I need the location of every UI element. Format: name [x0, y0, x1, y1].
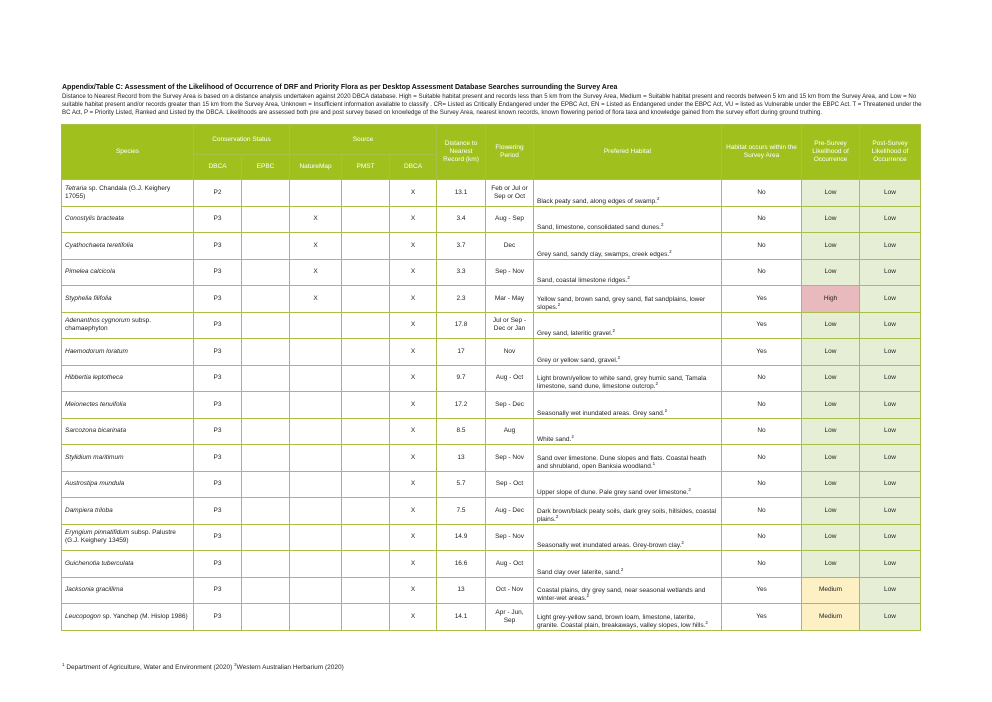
post-survey-likelihood: Low — [860, 286, 921, 313]
pmst-cell — [342, 471, 390, 498]
naturemap-cell — [290, 577, 342, 604]
header-distance: Distance to Nearest Record (km) — [437, 125, 486, 180]
footnote-ref-2: 2 — [234, 661, 237, 667]
species-name: Leucopogon — [65, 612, 101, 620]
species-cell — [62, 312, 194, 339]
habitat-reference: 2 — [669, 248, 672, 254]
species-cell — [62, 206, 194, 233]
habitat-reference: 2 — [627, 274, 630, 280]
dbca-status-cell: P3 — [194, 286, 242, 313]
epbc-cell — [242, 418, 290, 445]
pre-survey-likelihood: Low — [802, 498, 860, 525]
species-qualifier: subsp. Palustre (G.J. Keighery 13459) — [65, 529, 176, 545]
habitat-occurs-cell: No — [722, 524, 802, 551]
habitat-occurs-cell: No — [722, 418, 802, 445]
epbc-cell — [242, 339, 290, 366]
dbca-source-cell: X — [390, 524, 437, 551]
epbc-cell — [242, 445, 290, 472]
table-row — [62, 339, 921, 366]
flowering-cell: Dec — [486, 233, 534, 260]
distance-cell: 9.7 — [437, 365, 486, 392]
species-name: Conostylis bracteata — [65, 215, 124, 223]
dbca-status-cell: P3 — [194, 365, 242, 392]
flowering-cell: Sep - Oct — [486, 471, 534, 498]
habitat-occurs-cell: No — [722, 233, 802, 260]
dbca-status-cell: P3 — [194, 206, 242, 233]
pmst-cell — [342, 312, 390, 339]
habitat-reference: 2 — [617, 354, 621, 360]
naturemap-cell: X — [290, 286, 342, 313]
naturemap-cell — [290, 445, 342, 472]
distance-cell: 5.7 — [437, 471, 486, 498]
distance-cell: 8.5 — [437, 418, 486, 445]
flora-likelihood-table — [61, 124, 921, 631]
habitat-text: Grey sand, lateritic gravel. — [537, 330, 613, 337]
dbca-status-cell: P3 — [194, 339, 242, 366]
species-cell — [62, 339, 194, 366]
naturemap-cell — [290, 498, 342, 525]
dbca-status-cell: P3 — [194, 445, 242, 472]
species-qualifier: subsp. chamaephyton — [65, 317, 152, 333]
post-survey-likelihood: Low — [860, 551, 921, 578]
habitat-reference: 2 — [688, 486, 691, 492]
pre-survey-likelihood: Low — [802, 259, 860, 286]
distance-cell: 2.3 — [437, 286, 486, 313]
dbca-status-cell: P3 — [194, 259, 242, 286]
flowering-cell: Jul or Sep - Dec or Jan — [486, 312, 534, 339]
dbca-source-cell: X — [390, 259, 437, 286]
pmst-cell — [342, 524, 390, 551]
dbca-status-cell: P3 — [194, 418, 242, 445]
distance-cell: 3.7 — [437, 233, 486, 260]
distance-cell: 13.1 — [437, 180, 486, 207]
species-cell — [62, 418, 194, 445]
pmst-cell — [342, 392, 390, 419]
epbc-cell — [242, 286, 290, 313]
habitat-cell — [534, 445, 722, 472]
habitat-occurs-cell: Yes — [722, 312, 802, 339]
naturemap-cell — [290, 604, 342, 631]
pre-survey-likelihood: High — [802, 286, 860, 313]
header-conservation-status: Conservation Status — [194, 125, 290, 155]
species-cell — [62, 445, 194, 472]
pre-survey-likelihood: Low — [802, 206, 860, 233]
dbca-status-cell: P3 — [194, 551, 242, 578]
post-survey-likelihood: Low — [860, 604, 921, 631]
habitat-cell — [534, 339, 722, 366]
post-survey-likelihood: Low — [860, 498, 921, 525]
dbca-status-cell: P3 — [194, 233, 242, 260]
habitat-reference: 2 — [571, 433, 574, 439]
flowering-cell: Aug - Oct — [486, 365, 534, 392]
table-row — [62, 233, 921, 260]
pre-survey-likelihood: Low — [802, 445, 860, 472]
species-name: Haemodorum loratum — [65, 347, 128, 355]
habitat-reference: 2 — [655, 380, 659, 386]
epbc-cell — [242, 577, 290, 604]
species-cell — [62, 498, 194, 525]
naturemap-cell — [290, 180, 342, 207]
habitat-text: Seasonally wet inundated areas. Grey-brown clay. — [537, 542, 682, 549]
habitat-text: Upper slope of dune. Pale grey sand over limestone. — [537, 489, 689, 496]
table-body — [62, 180, 921, 631]
distance-cell: 14.9 — [437, 524, 486, 551]
pre-survey-likelihood: Low — [802, 471, 860, 498]
pre-survey-likelihood: Low — [802, 365, 860, 392]
pre-survey-likelihood: Low — [802, 418, 860, 445]
header-pmst: PMST — [342, 155, 390, 180]
dbca-source-cell: X — [390, 471, 437, 498]
pre-survey-likelihood: Low — [802, 339, 860, 366]
footnote-text-2: Western Australian Herbarium (2020) — [236, 664, 344, 671]
species-name: Meionectes tenuifolia — [65, 400, 127, 408]
dbca-source-cell: X — [390, 180, 437, 207]
habitat-reference: 2 — [681, 539, 684, 545]
dbca-status-cell: P3 — [194, 524, 242, 551]
dbca-status-cell: P3 — [194, 577, 242, 604]
flowering-cell: Aug - Dec — [486, 498, 534, 525]
naturemap-cell — [290, 312, 342, 339]
distance-cell: 3.3 — [437, 259, 486, 286]
habitat-reference: 2 — [664, 407, 668, 413]
naturemap-cell: X — [290, 259, 342, 286]
species-cell — [62, 392, 194, 419]
pre-survey-likelihood: Low — [802, 180, 860, 207]
table-row — [62, 471, 921, 498]
habitat-cell — [534, 604, 722, 631]
species-qualifier: sp. Yanchep (M. Hislop 1986) — [100, 612, 188, 620]
dbca-source-cell: X — [390, 365, 437, 392]
flowering-cell: Oct - Nov — [486, 577, 534, 604]
habitat-occurs-cell: No — [722, 365, 802, 392]
habitat-cell — [534, 577, 722, 604]
naturemap-cell — [290, 365, 342, 392]
habitat-reference: 2 — [620, 566, 624, 572]
species-name: Pimelea calcicola — [65, 268, 116, 276]
habitat-cell — [534, 206, 722, 233]
habitat-cell — [534, 418, 722, 445]
pmst-cell — [342, 259, 390, 286]
habitat-text: Coastal plains, dry grey sand, near seasonal wetlands and winter-wet areas. — [537, 587, 706, 602]
footnote-text-1: Department of Agriculture, Water and Environment (2020) — [64, 664, 235, 671]
habitat-text: Sand, coastal limestone ridges. — [537, 277, 628, 284]
dbca-status-cell: P3 — [194, 498, 242, 525]
table-row — [62, 206, 921, 233]
epbc-cell — [242, 365, 290, 392]
pmst-cell — [342, 180, 390, 207]
epbc-cell — [242, 233, 290, 260]
distance-cell: 17 — [437, 339, 486, 366]
epbc-cell — [242, 206, 290, 233]
habitat-reference: 2 — [557, 301, 561, 307]
naturemap-cell — [290, 524, 342, 551]
dbca-source-cell: X — [390, 233, 437, 260]
header-post-survey: Post-Survey Likelihood of Occurrence — [860, 125, 921, 180]
species-name: Guichenotia tuberculata — [65, 559, 134, 567]
epbc-cell — [242, 604, 290, 631]
pmst-cell — [342, 206, 390, 233]
habitat-cell — [534, 471, 722, 498]
species-cell — [62, 180, 194, 207]
species-cell — [62, 524, 194, 551]
species-cell — [62, 233, 194, 260]
epbc-cell — [242, 312, 290, 339]
habitat-reference: 2 — [656, 195, 660, 201]
habitat-text: Seasonally wet inundated areas. Grey sand. — [537, 409, 665, 417]
table-row — [62, 392, 921, 419]
post-survey-likelihood: Low — [860, 233, 921, 260]
habitat-text: Grey sand, sandy clay, swamps, creek edges. — [537, 250, 670, 258]
flowering-cell: Sep - Nov — [486, 524, 534, 551]
pre-survey-likelihood: Medium — [802, 577, 860, 604]
habitat-cell — [534, 180, 722, 207]
habitat-reference: 2 — [705, 619, 708, 625]
habitat-cell — [534, 498, 722, 525]
species-name: Sarcozona bicarinata — [65, 427, 127, 435]
pre-survey-likelihood: Low — [802, 312, 860, 339]
flowering-cell: Aug - Oct — [486, 551, 534, 578]
post-survey-likelihood: Low — [860, 312, 921, 339]
epbc-cell — [242, 498, 290, 525]
flowering-cell: Aug — [486, 418, 534, 445]
habitat-occurs-cell: No — [722, 180, 802, 207]
habitat-reference: 2 — [555, 513, 559, 519]
post-survey-likelihood: Low — [860, 365, 921, 392]
table-row — [62, 551, 921, 578]
table-title: Appendix/Table C: Assessment of the Likelihood of Occurrence of DRF and Priority Flora as per Desktop Assessment Database Searches surrounding the Survey Area — [62, 84, 618, 91]
species-name: Austrostipa mundula — [65, 480, 125, 488]
epbc-cell — [242, 180, 290, 207]
footnote — [62, 661, 344, 671]
flowering-cell: Mar - May — [486, 286, 534, 313]
header-dbca-status: DBCA — [194, 155, 242, 180]
distance-cell: 13 — [437, 577, 486, 604]
habitat-text: Light brown/yellow to white sand, grey humic sand, Tamala limestone, sand dune, limestone outcrop. — [537, 375, 707, 390]
habitat-occurs-cell: No — [722, 259, 802, 286]
habitat-cell — [534, 392, 722, 419]
species-name: Adenanthos cygnorum — [65, 317, 131, 325]
habitat-reference: 2 — [586, 592, 590, 598]
post-survey-likelihood: Low — [860, 445, 921, 472]
flowering-cell: Sep - Nov — [486, 259, 534, 286]
header-source: Source — [290, 125, 437, 155]
dbca-source-cell: X — [390, 392, 437, 419]
pmst-cell — [342, 233, 390, 260]
habitat-occurs-cell: Yes — [722, 577, 802, 604]
species-name: Eryngium pinnatifidum — [65, 529, 130, 537]
post-survey-likelihood: Low — [860, 339, 921, 366]
habitat-text: Sand, limestone, consolidated sand dunes. — [537, 224, 661, 231]
habitat-reference: 2 — [660, 221, 664, 227]
table-description: Distance to Nearest Record from the Survey Area is based on a distance analysis undertaken against 2020 DBCA database. High = Suitable habitat present and records less than 5 km from the Survey Area, Medium = Suitable habitat present and records between 5 km and 15 km from the Survey Area, and Low = No suitable habitat present and/or records greater than 15 km from the Survey Area, Unknown = Insufficient information available to classify . CR= Listed as Critically Endangered under the EPBC Act, EN = Listed as Endangered under the EBPC Act, VU = listed as Vulnerable under the EBPC Act. T = Threatened under the BC Act, P = Priority Listed, Ranked and Listed by the DBCA. Likelihoods are assessed both pre and post survey based on knowledge of the Survey Area, nearest known records, known flowering period of flora taxa and knowledge gained from the survey effort during ground truthing. — [62, 93, 922, 116]
flowering-cell: Sep - Nov — [486, 445, 534, 472]
species-qualifier: sp. Chandala (G.J. Keighery 17055) — [65, 184, 171, 200]
naturemap-cell: X — [290, 233, 342, 260]
naturemap-cell — [290, 551, 342, 578]
table-row — [62, 286, 921, 313]
table-row — [62, 498, 921, 525]
pmst-cell — [342, 286, 390, 313]
dbca-source-cell: X — [390, 312, 437, 339]
habitat-occurs-cell: No — [722, 445, 802, 472]
habitat-cell — [534, 233, 722, 260]
species-name: Stylidium maritimum — [65, 453, 124, 461]
epbc-cell — [242, 551, 290, 578]
dbca-source-cell: X — [390, 286, 437, 313]
naturemap-cell — [290, 418, 342, 445]
habitat-occurs-cell: No — [722, 206, 802, 233]
naturemap-cell — [290, 392, 342, 419]
habitat-reference: 1 — [652, 460, 656, 466]
habitat-cell — [534, 312, 722, 339]
header-habitat-occurs: Habitat occurs within the Survey Area — [722, 125, 802, 180]
pmst-cell — [342, 551, 390, 578]
species-cell — [62, 365, 194, 392]
distance-cell: 17.2 — [437, 392, 486, 419]
epbc-cell — [242, 259, 290, 286]
pre-survey-likelihood: Low — [802, 524, 860, 551]
post-survey-likelihood: Low — [860, 524, 921, 551]
flowering-cell: Nov — [486, 339, 534, 366]
distance-cell: 14.1 — [437, 604, 486, 631]
flowering-cell: Aug - Sep — [486, 206, 534, 233]
pmst-cell — [342, 498, 390, 525]
species-cell — [62, 286, 194, 313]
naturemap-cell — [290, 339, 342, 366]
habitat-cell — [534, 365, 722, 392]
dbca-status-cell: P3 — [194, 471, 242, 498]
dbca-source-cell: X — [390, 339, 437, 366]
pmst-cell — [342, 339, 390, 366]
habitat-text: Sand clay over laterite, sand. — [537, 568, 621, 576]
table-row — [62, 445, 921, 472]
post-survey-likelihood: Low — [860, 206, 921, 233]
post-survey-likelihood: Low — [860, 180, 921, 207]
habitat-cell — [534, 524, 722, 551]
naturemap-cell — [290, 471, 342, 498]
distance-cell: 7.5 — [437, 498, 486, 525]
post-survey-likelihood: Low — [860, 392, 921, 419]
header-flowering: Flowering Period — [486, 125, 534, 180]
habitat-occurs-cell: No — [722, 551, 802, 578]
habitat-text: Light grey-yellow sand, brown loam, limestone, laterite, granite. Coastal plain, breakaways, valley slopes, low hills. — [537, 613, 706, 629]
species-cell — [62, 259, 194, 286]
dbca-status-cell: P2 — [194, 180, 242, 207]
table-row — [62, 418, 921, 445]
species-name: Dampiera triloba — [65, 506, 113, 514]
species-cell — [62, 577, 194, 604]
pmst-cell — [342, 445, 390, 472]
epbc-cell — [242, 524, 290, 551]
dbca-status-cell: P3 — [194, 392, 242, 419]
distance-cell: 13 — [437, 445, 486, 472]
species-cell — [62, 471, 194, 498]
habitat-cell — [534, 551, 722, 578]
header-habitat: Prefered Habitat — [534, 125, 722, 180]
habitat-text: Yellow sand, brown sand, grey sand, flat sandplains, lower slopes. — [537, 295, 706, 311]
dbca-source-cell: X — [390, 577, 437, 604]
dbca-source-cell: X — [390, 498, 437, 525]
species-name: Styphelia filifolia — [65, 294, 112, 302]
distance-cell: 3.4 — [437, 206, 486, 233]
habitat-cell — [534, 259, 722, 286]
post-survey-likelihood: Low — [860, 418, 921, 445]
header-dbca-source: DBCA — [390, 155, 437, 180]
habitat-text: Sand over limestone. Dune slopes and flats. Coastal heath and shrubland, open Banksia woodland. — [537, 454, 707, 470]
table-row — [62, 604, 921, 631]
pre-survey-likelihood: Medium — [802, 604, 860, 631]
post-survey-likelihood: Low — [860, 577, 921, 604]
post-survey-likelihood: Low — [860, 259, 921, 286]
habitat-occurs-cell: No — [722, 471, 802, 498]
species-cell — [62, 604, 194, 631]
species-name: Cyathochaeta teretifolia — [65, 241, 134, 249]
dbca-source-cell: X — [390, 418, 437, 445]
dbca-source-cell: X — [390, 551, 437, 578]
pre-survey-likelihood: Low — [802, 551, 860, 578]
dbca-status-cell: P3 — [194, 604, 242, 631]
dbca-source-cell: X — [390, 206, 437, 233]
dbca-source-cell: X — [390, 604, 437, 631]
species-cell — [62, 551, 194, 578]
habitat-occurs-cell: Yes — [722, 286, 802, 313]
header-epbc: EPBC — [242, 155, 290, 180]
habitat-occurs-cell: Yes — [722, 604, 802, 631]
dbca-status-cell: P3 — [194, 312, 242, 339]
species-name: Jacksonia gracillima — [65, 586, 124, 594]
pmst-cell — [342, 418, 390, 445]
table-row — [62, 312, 921, 339]
flowering-cell: Sep - Dec — [486, 392, 534, 419]
habitat-text: Dark brown/black peaty soils, dark grey soils, hillsides, coastal plains. — [537, 507, 717, 523]
flowering-cell: Feb or Jul or Sep or Oct — [486, 180, 534, 207]
habitat-occurs-cell: No — [722, 498, 802, 525]
header-species: Species — [62, 125, 194, 180]
header-naturemap: NatureMap — [290, 155, 342, 180]
pmst-cell — [342, 577, 390, 604]
table-row — [62, 365, 921, 392]
pmst-cell — [342, 604, 390, 631]
habitat-occurs-cell: Yes — [722, 339, 802, 366]
distance-cell: 17.8 — [437, 312, 486, 339]
distance-cell: 16.6 — [437, 551, 486, 578]
habitat-reference: 2 — [612, 327, 616, 333]
table-row — [62, 577, 921, 604]
epbc-cell — [242, 392, 290, 419]
dbca-source-cell: X — [390, 445, 437, 472]
habitat-text: Grey or yellow sand, gravel. — [537, 356, 618, 364]
post-survey-likelihood: Low — [860, 471, 921, 498]
table-row — [62, 524, 921, 551]
table-row — [62, 259, 921, 286]
habitat-cell — [534, 286, 722, 313]
pmst-cell — [342, 365, 390, 392]
habitat-occurs-cell: No — [722, 392, 802, 419]
epbc-cell — [242, 471, 290, 498]
footnote-ref-1: 1 — [62, 661, 65, 667]
naturemap-cell: X — [290, 206, 342, 233]
header-pre-survey: Pre-Survey Likelihood of Occurrence — [802, 125, 860, 180]
habitat-text: Black peaty sand, along edges of swamp. — [537, 197, 657, 205]
species-name: Hibbertia leptotheca — [65, 374, 123, 382]
pre-survey-likelihood: Low — [802, 392, 860, 419]
habitat-text: White sand. — [537, 436, 572, 443]
species-name: Tetraria — [65, 184, 87, 192]
flowering-cell: Apr - Jun, Sep — [486, 604, 534, 631]
pre-survey-likelihood: Low — [802, 233, 860, 260]
table-row — [62, 180, 921, 207]
